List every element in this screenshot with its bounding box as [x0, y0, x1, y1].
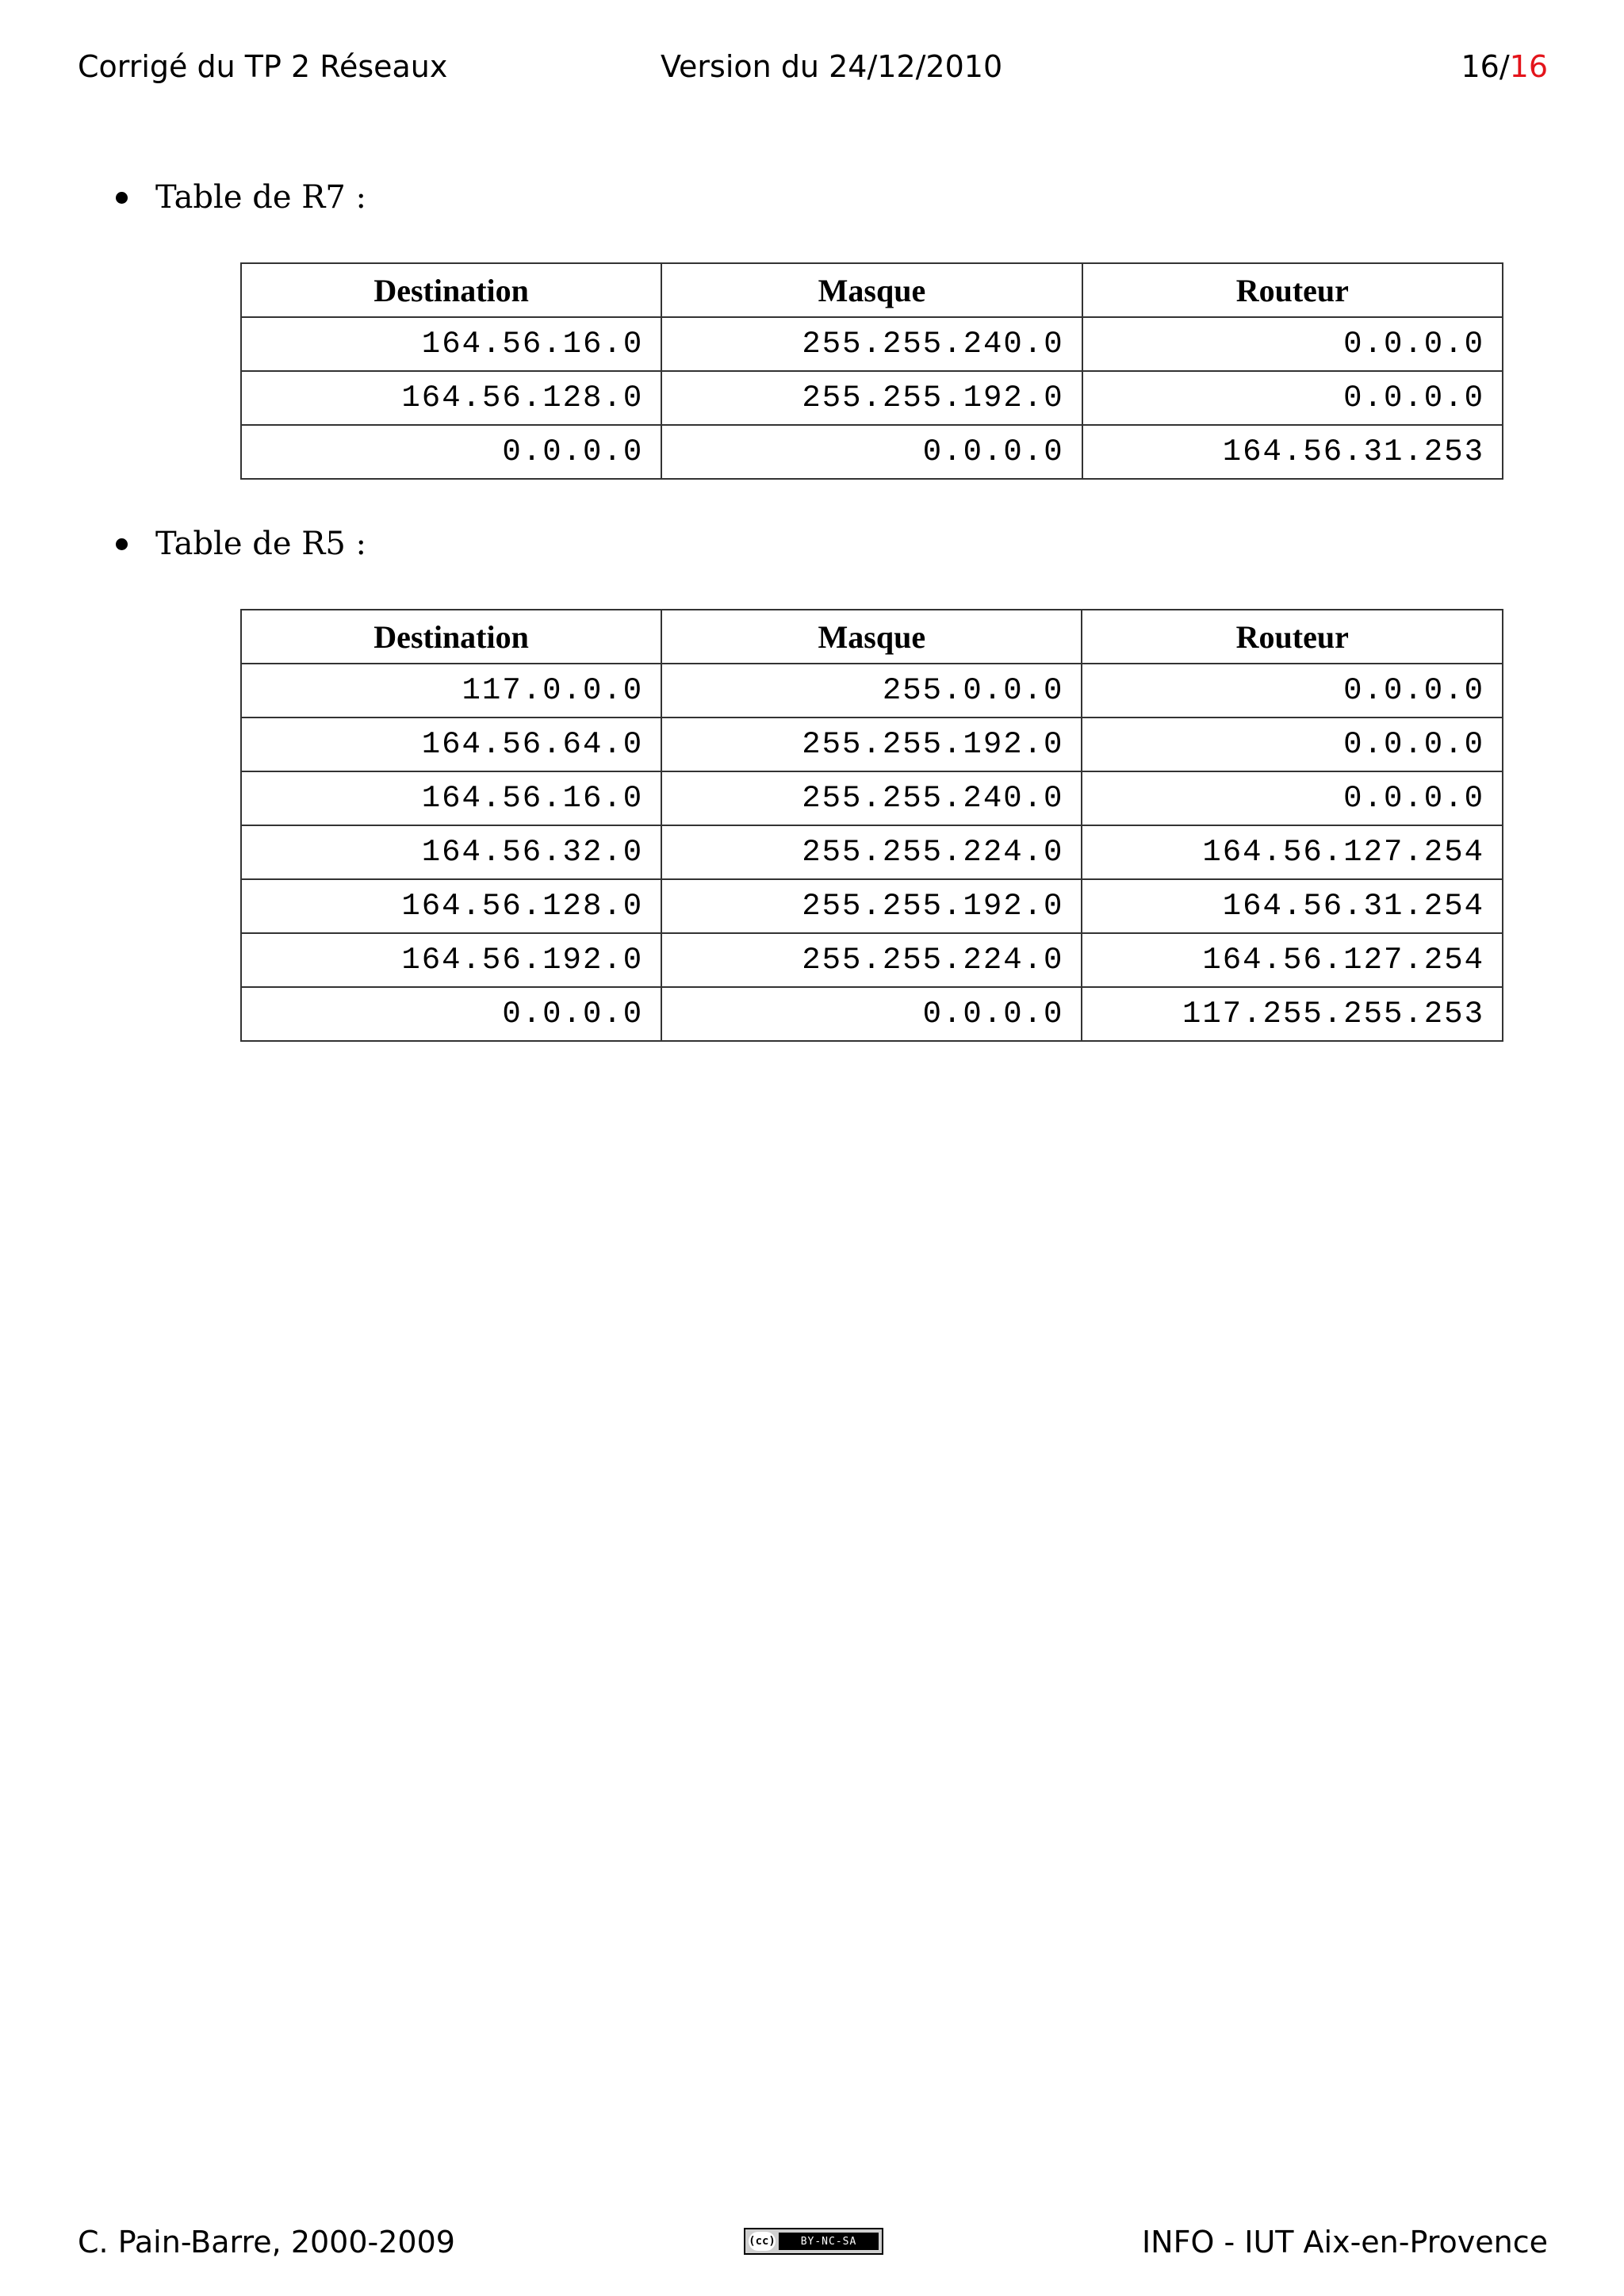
cell-destination: 164.56.192.0 — [241, 933, 661, 987]
page-current: 16 — [1461, 49, 1500, 84]
table-row — [241, 987, 1503, 1041]
cell-masque: 255.255.240.0 — [661, 317, 1082, 371]
table-row — [241, 933, 1503, 987]
section-title-r5 — [155, 526, 366, 562]
cell-masque: 255.255.192.0 — [661, 371, 1082, 425]
column-header-destination: Destination — [241, 263, 661, 317]
author-copyright: C. Pain-Barre, 2000-2009 — [78, 2225, 455, 2260]
cell-routeur: 164.56.127.254 — [1082, 933, 1503, 987]
cell-destination: 164.56.128.0 — [241, 879, 661, 933]
cell-destination: 164.56.128.0 — [241, 371, 661, 425]
institution: INFO - IUT Aix-en-Provence — [1141, 2225, 1548, 2260]
page-separator: / — [1499, 49, 1510, 84]
cell-masque: 255.255.240.0 — [661, 771, 1082, 825]
routing-table-r5 — [240, 609, 1503, 1042]
cell-masque: 255.255.224.0 — [661, 825, 1082, 879]
document-title: Corrigé du TP 2 Réseaux — [78, 49, 448, 84]
table-row — [241, 879, 1503, 933]
section-title-text: Table de R7 : — [155, 179, 366, 216]
table-row — [241, 718, 1503, 771]
cell-destination: 164.56.32.0 — [241, 825, 661, 879]
cell-routeur: 164.56.31.254 — [1082, 879, 1503, 933]
cc-license-text: BY-NC-SA — [779, 2233, 879, 2250]
page-footer — [78, 2225, 1548, 2272]
table-row — [241, 317, 1503, 371]
cell-routeur: 0.0.0.0 — [1082, 371, 1503, 425]
cell-masque: 255.0.0.0 — [661, 664, 1082, 718]
table-row — [241, 771, 1503, 825]
table-row — [241, 825, 1503, 879]
cell-masque: 0.0.0.0 — [661, 425, 1082, 479]
cell-routeur: 0.0.0.0 — [1082, 664, 1503, 718]
page-header — [78, 49, 1548, 97]
section-title-text: Table de R5 : — [155, 526, 366, 562]
cell-masque: 255.255.192.0 — [661, 718, 1082, 771]
cell-routeur: 164.56.127.254 — [1082, 825, 1503, 879]
bullet-icon — [116, 192, 128, 204]
cc-license-badge[interactable] — [744, 2228, 883, 2255]
cell-routeur: 0.0.0.0 — [1082, 718, 1503, 771]
table-row — [241, 371, 1503, 425]
cell-masque: 255.255.224.0 — [661, 933, 1082, 987]
column-header-routeur: Routeur — [1082, 263, 1503, 317]
cell-routeur: 0.0.0.0 — [1082, 317, 1503, 371]
bullet-icon — [116, 538, 128, 550]
cell-destination: 164.56.16.0 — [241, 771, 661, 825]
page-number — [1461, 49, 1548, 84]
cell-destination: 164.56.64.0 — [241, 718, 661, 771]
cell-masque: 255.255.192.0 — [661, 879, 1082, 933]
column-header-masque: Masque — [661, 610, 1082, 664]
column-header-routeur: Routeur — [1082, 610, 1503, 664]
cell-routeur: 117.255.255.253 — [1082, 987, 1503, 1041]
section-title-r7 — [155, 179, 366, 216]
page-total-link[interactable]: 16 — [1509, 49, 1548, 84]
table-header-row — [241, 263, 1503, 317]
table-row — [241, 664, 1503, 718]
cc-logo-icon: (cc) — [749, 2232, 776, 2251]
cell-routeur: 164.56.31.253 — [1082, 425, 1503, 479]
table-row — [241, 425, 1503, 479]
cell-destination: 0.0.0.0 — [241, 425, 661, 479]
column-header-destination: Destination — [241, 610, 661, 664]
cell-routeur: 0.0.0.0 — [1082, 771, 1503, 825]
cell-destination: 164.56.16.0 — [241, 317, 661, 371]
routing-table-r7 — [240, 262, 1503, 480]
column-header-masque: Masque — [661, 263, 1082, 317]
version-date: Version du 24/12/2010 — [661, 49, 1003, 84]
cell-destination: 117.0.0.0 — [241, 664, 661, 718]
cell-masque: 0.0.0.0 — [661, 987, 1082, 1041]
cell-destination: 0.0.0.0 — [241, 987, 661, 1041]
table-header-row — [241, 610, 1503, 664]
